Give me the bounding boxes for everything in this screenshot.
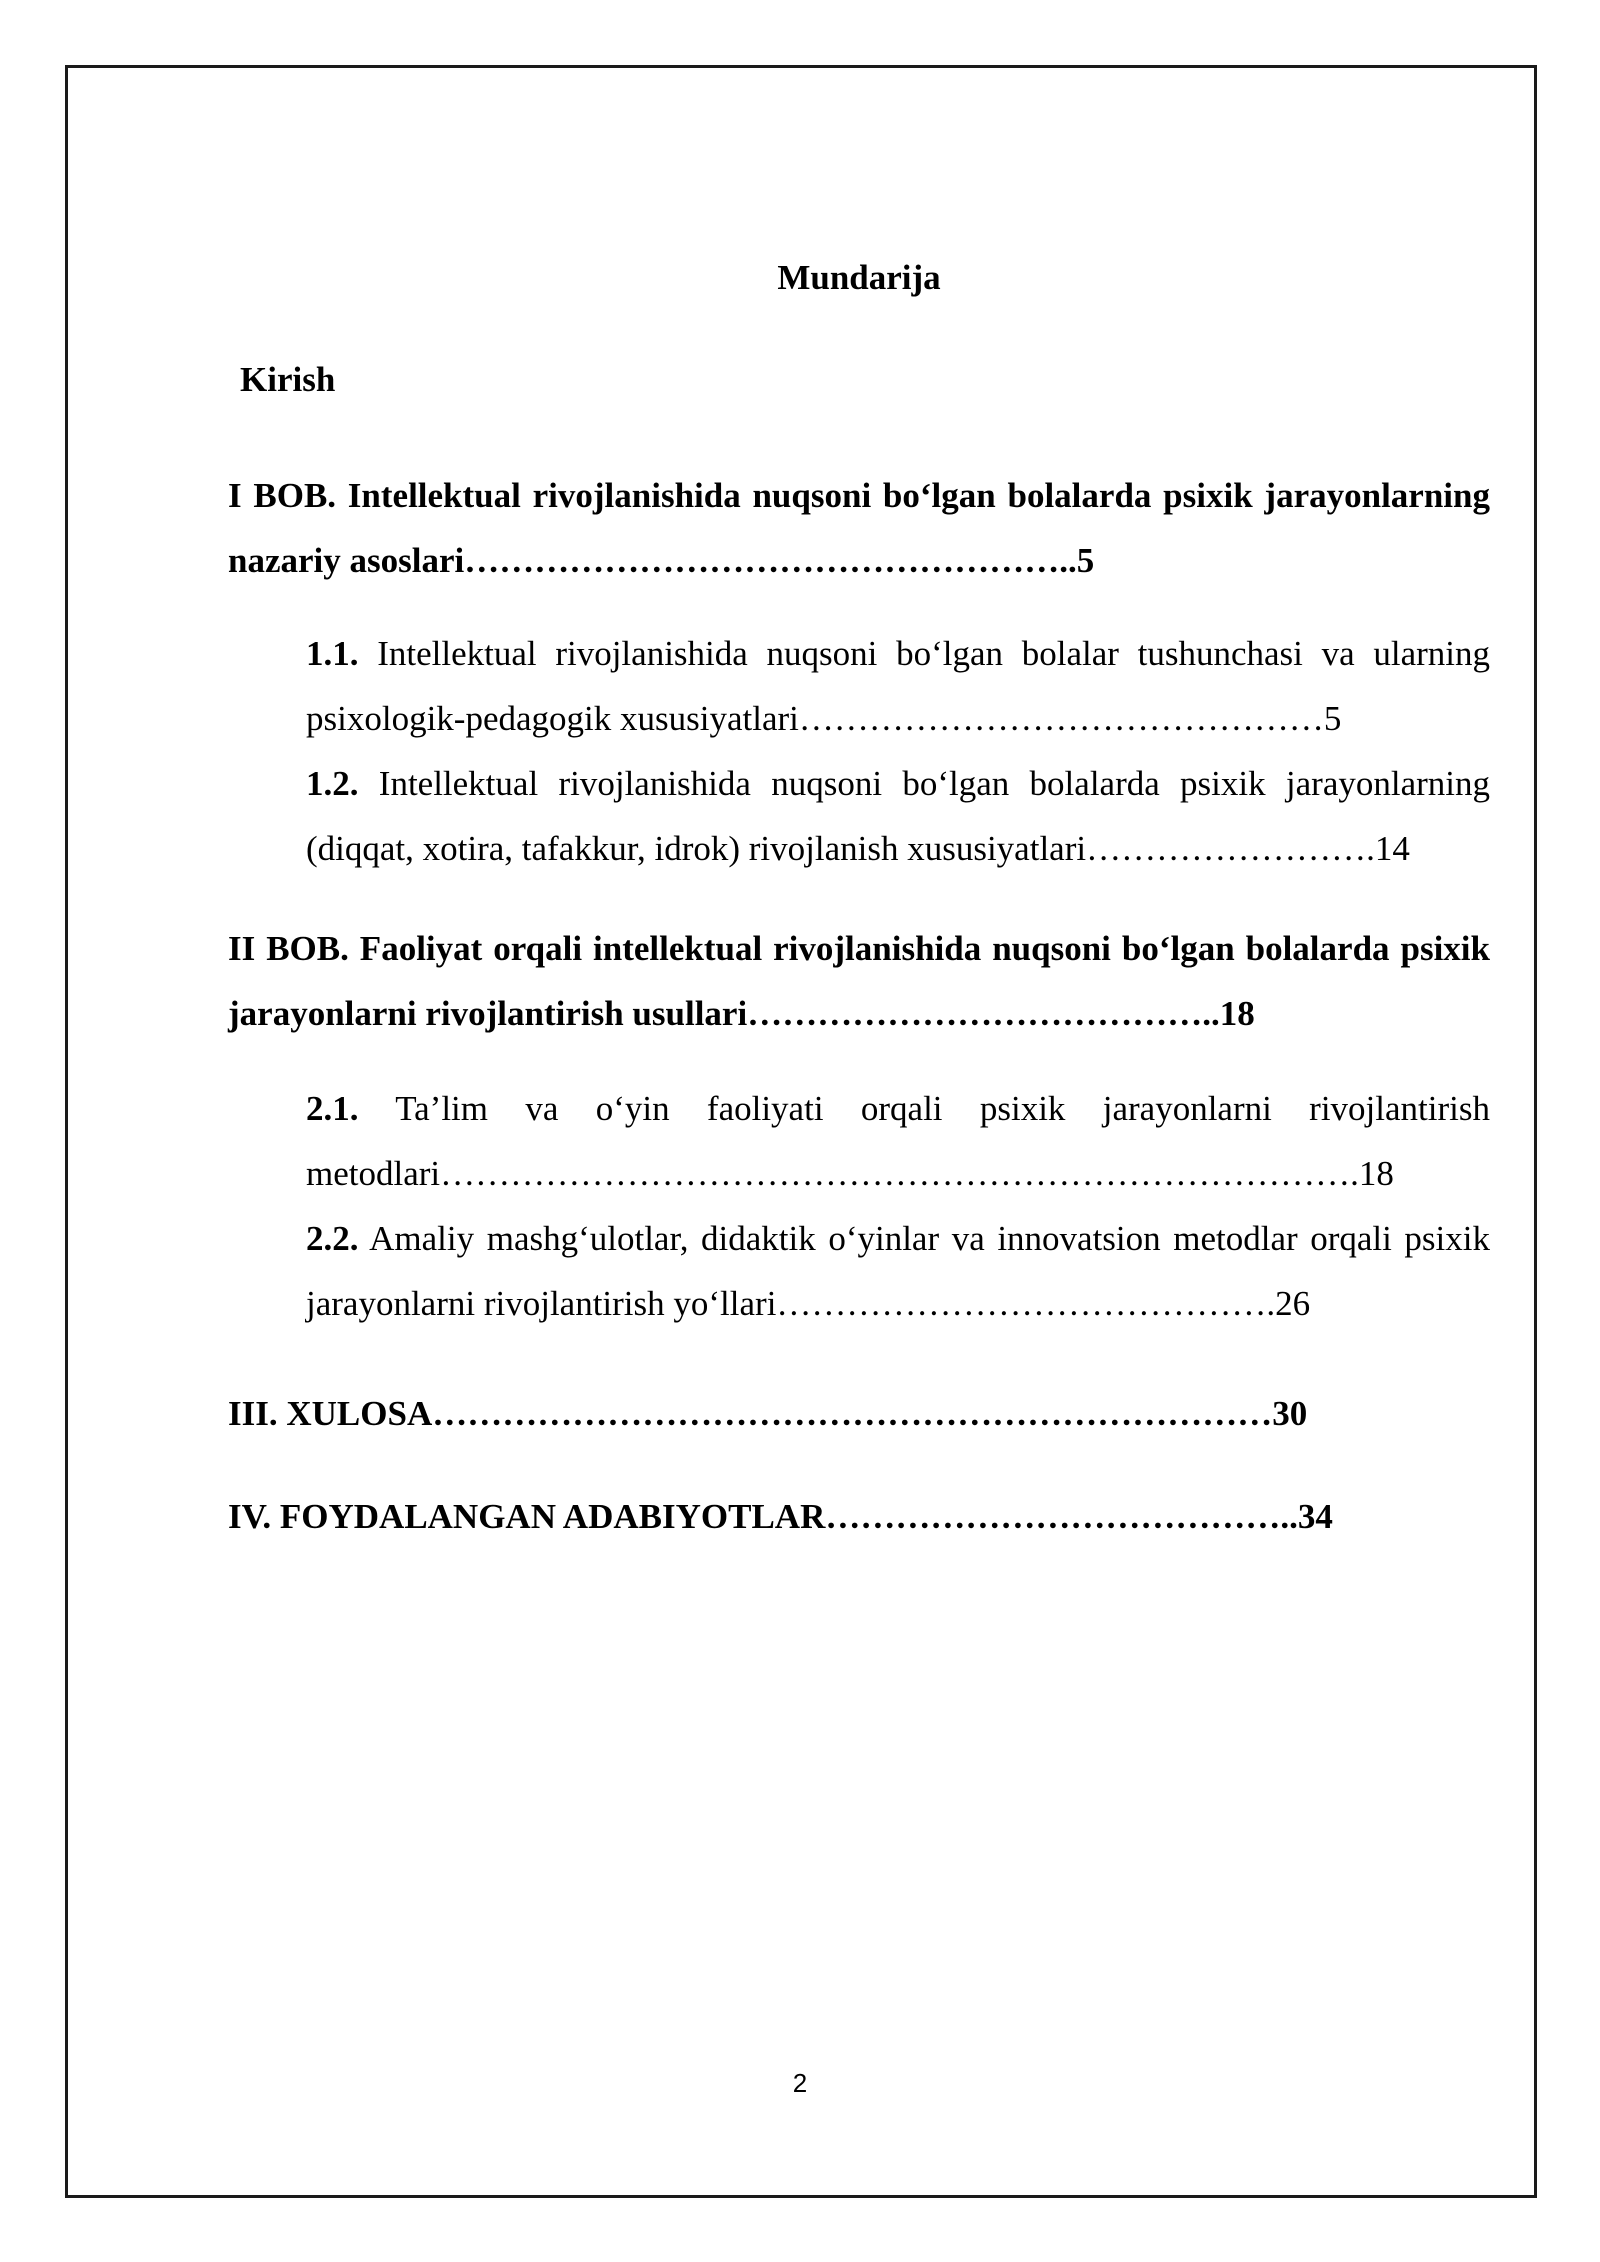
section-number: 1.2. [306, 764, 359, 803]
section-text: Amaliy mashg‘ulotlar, didaktik o‘yinlar va innovatsion metodlar orqali psixik jarayonlarni rivojlantirish yo‘llari…………………………………….26 [306, 1219, 1490, 1323]
section-text: Intellektual rivojlanishida nuqsoni bo‘lgan bolalarda psixik jarayonlarning (diqqat, xotira, tafakkur, idrok) rivojlanish xususiyatlari…………………….14 [306, 764, 1490, 868]
toc-entry-intro: Kirish [240, 360, 336, 399]
section-text: Intellektual rivojlanishida nuqsoni bo‘lgan bolalar tushunchasi va ularning psixologik-pedagogik xususiyatlari………………………………………5 [306, 634, 1490, 738]
toc-entry-section-1-1 [306, 621, 1490, 751]
section-number: 2.1. [306, 1089, 359, 1128]
section-text: Ta’lim va o‘yin faoliyati orqali psixik jarayonlarni rivojlantirish metodlari…………………………………………………………………….18 [306, 1089, 1490, 1193]
section-number: 2.2. [306, 1219, 359, 1258]
section-number: 1.1. [306, 634, 359, 673]
toc-entry-chapter-1: I BOB. Intellektual rivojlanishida nuqsoni bo‘lgan bolalarda psixik jarayonlarning nazariy asoslari……………………………………………..5 [228, 476, 1490, 580]
toc-entry-chapter-2: II BOB. Faoliyat orqali intellektual rivojlanishida nuqsoni bo‘lgan bolalarda psixik jarayonlarni rivojlantirish usullari…………………………………..18 [228, 929, 1490, 1033]
toc-title: Mundarija [777, 258, 941, 297]
toc-entry-section-2-1 [306, 1076, 1490, 1206]
toc-entry-section-2-2 [306, 1206, 1490, 1336]
toc-entry-references: IV. FOYDALANGAN ADABIYOTLAR…………………………………..34 [228, 1497, 1333, 1536]
toc-entry-section-1-2 [306, 751, 1490, 881]
page-number: 2 [792, 2068, 808, 2098]
toc-entry-conclusion: III. XULOSA………………………………………………………………30 [228, 1394, 1308, 1433]
